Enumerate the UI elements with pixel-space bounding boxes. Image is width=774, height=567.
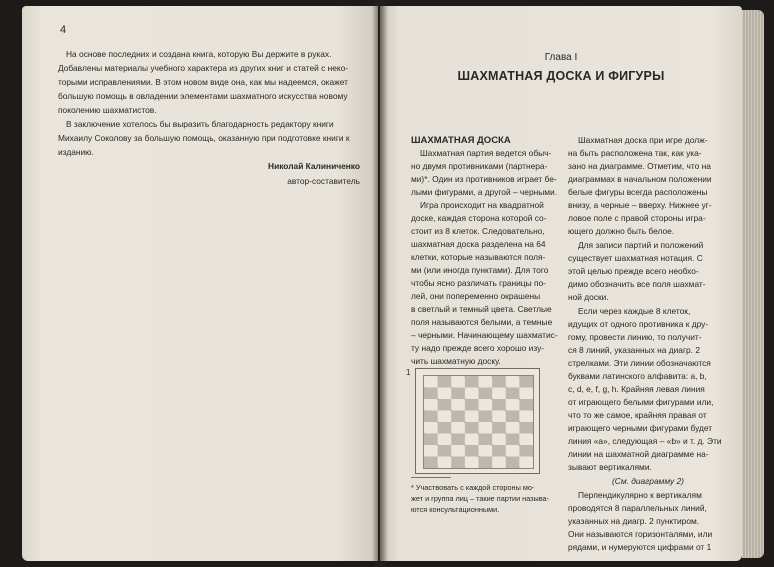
col1-line: Шахматная партия ведется обыч- — [420, 148, 552, 158]
text-line: изданию. — [58, 147, 94, 157]
col1-line: стоит из 8 клеток. Следовательно, — [411, 226, 545, 236]
section-title: ШАХМАТНАЯ ДОСКА — [411, 135, 511, 146]
col2-line: Перпендикулярно к вертикалям — [578, 490, 702, 500]
text-line: На основе последних и создана книга, которую Вы держите в руках. — [66, 49, 332, 59]
col2-line: существует шахматная нотация. С — [568, 253, 703, 263]
right-page — [380, 6, 742, 561]
col1-line: ту надо прежде всего хорошо изу- — [411, 343, 545, 353]
col2-line: белые фигуры всегда расположены — [568, 187, 708, 197]
col1-line: – черными. Начинающему шахматис- — [411, 330, 558, 340]
text-line: большую помощь в овладении элементами шахматного искусства новому — [58, 91, 348, 101]
col2-line: играющего черными фигурами будет — [568, 423, 713, 433]
left-page — [22, 6, 378, 561]
col2-line: проводятся 8 параллельных линий, — [568, 503, 707, 513]
col1-line: поля называются белыми, а темные — [411, 317, 553, 327]
col2-line: буквами латинского алфавита: a, b, — [568, 371, 707, 381]
footnote-line: ются консультационными. — [411, 505, 500, 514]
footnote-line: жет и группа лиц – такие партии называ- — [411, 494, 550, 503]
text-line: В заключение хотелось бы выразить благодарность редактору книги — [66, 119, 334, 129]
col2-line: линии на шахматной диаграмме на- — [568, 449, 709, 459]
col2-line: от играющего белыми фигурами или, — [568, 397, 714, 407]
col2-line: гому, провести линию, то получит- — [568, 332, 702, 342]
diagram-reference: (См. диаграмму 2) — [612, 476, 684, 486]
text-line: Добавлены материалы учебного характера из других книг и статей с неко- — [58, 63, 349, 73]
col1-line: лыми фигурами, а другой – черными. — [411, 187, 558, 197]
col2-line: на быть расположена так, как ука- — [568, 148, 702, 158]
col2-line: линия «a», следующая – «b» и т. д. Эти — [568, 436, 722, 446]
text-line: торыми исправлениями. В этом новом виде она, как мы надеемся, окажет — [58, 77, 348, 87]
col1-line: ми (или иногда пунктами). Для того — [411, 265, 549, 275]
chessboard-grid — [423, 375, 534, 469]
col2-line: зано на диаграмме. Отметим, что на — [568, 161, 711, 171]
col1-line: клетки, которые называются поля- — [411, 252, 546, 262]
chapter-title: ШАХМАТНАЯ ДОСКА И ФИГУРЫ — [457, 69, 665, 83]
col2-line: ловое поле с правой стороны игра- — [568, 213, 706, 223]
text-line: поколению шахматистов. — [58, 105, 157, 115]
col2-line: что то же самое, крайняя правая от — [568, 410, 707, 420]
col2-line: стрелками. Эти линии обозначаются — [568, 358, 711, 368]
col2-line: ной доски. — [568, 292, 609, 302]
col2-line: внизу, а черные – вверху. Нижнее уг- — [568, 200, 712, 210]
col1-line: Игра происходит на квадратной — [420, 200, 544, 210]
col2-line: Они называются горизонталями, или — [568, 529, 713, 539]
col1-line: доске, каждая сторона которой со- — [411, 213, 547, 223]
col1-line: в светлый и темный цвета. Светлые — [411, 304, 552, 314]
footnote-line: * Участвовать с каждой стороны мо- — [411, 483, 535, 492]
col2-line: ющего должно быть белое. — [568, 226, 675, 236]
col2-line: этой целью прежде всего необхо- — [568, 266, 699, 276]
author-name: Николай Калиниченко — [268, 161, 360, 171]
col2-line: указанных на диагр. 2 пунктиром. — [568, 516, 700, 526]
page-edges — [742, 10, 764, 558]
col2-line: c, d, e, f, g, h. Крайняя левая линия — [568, 384, 705, 394]
col1-line: лей, они попеременно окрашены — [411, 291, 541, 301]
col2-line: идущих от одного противника к дру- — [568, 319, 709, 329]
col2-line: димо обозначить все поля шахмат- — [568, 279, 706, 289]
col2-line: Если через каждые 8 клеток, — [578, 306, 691, 316]
col2-line: Для записи партий и положений — [578, 240, 704, 250]
page-number: 4 — [60, 24, 67, 36]
col2-line: диаграммах в начальном положении — [568, 174, 712, 184]
col1-line: чтобы ясно различать границы по- — [411, 278, 546, 288]
col1-line: чить шахматную доску. — [411, 356, 501, 366]
chessboard-diagram — [415, 368, 540, 474]
col2-line: Шахматная доска при игре долж- — [578, 135, 708, 145]
col1-line: шахматная доска разделена на 64 — [411, 239, 546, 249]
text-line: Михаилу Соколову за большую помощь, оказанную при подготовке книги к — [58, 133, 350, 143]
chapter-label: Глава I — [544, 52, 578, 63]
col2-line: ся 8 линий, указанных на диагр. 2 — [568, 345, 700, 355]
book-gutter — [372, 0, 388, 567]
col1-line: ми)*. Один из противников играет бе- — [411, 174, 557, 184]
col1-line: но двумя противниками (партнера- — [411, 161, 548, 171]
author-role: автор-составитель — [287, 176, 360, 186]
footnote-rule — [411, 477, 451, 478]
diagram-number: 1 — [406, 368, 411, 377]
col2-line: зывают вертикалями. — [568, 462, 652, 472]
col2-line: рядами, и нумеруются цифрами от 1 — [568, 542, 712, 552]
